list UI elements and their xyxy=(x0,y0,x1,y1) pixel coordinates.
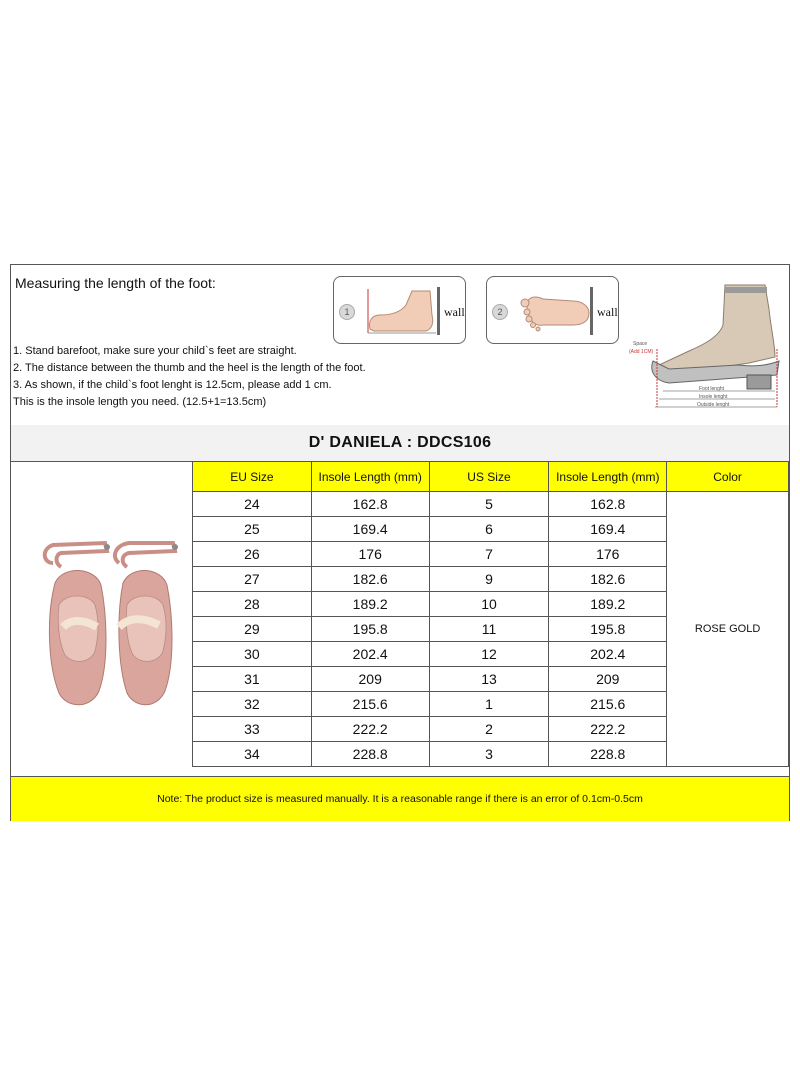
step-text: 3. As shown, if the child`s foot lenght is 12.5cm, please add 1 cm. xyxy=(13,379,332,391)
eu-size-cell: 32 xyxy=(193,692,312,717)
insole-length-cell: 169.4 xyxy=(549,517,667,542)
eu-size-cell: 34 xyxy=(193,742,312,767)
table-row xyxy=(193,492,789,517)
foot-length-label: Foot lenght xyxy=(699,386,725,392)
step-text: 1. Stand barefoot, make sure your child`s feet are straight. xyxy=(13,345,297,357)
insole-length-cell: 222.2 xyxy=(549,717,667,742)
insole-length-cell: 189.2 xyxy=(549,592,667,617)
color-cell: ROSE GOLD xyxy=(667,492,789,767)
insole-length-cell: 209 xyxy=(311,667,429,692)
insole-length-cell: 182.6 xyxy=(549,567,667,592)
insole-length-cell: 228.8 xyxy=(311,742,429,767)
insole-length-cell: 215.6 xyxy=(549,692,667,717)
insole-length-cell: 182.6 xyxy=(311,567,429,592)
product-photo xyxy=(33,523,183,713)
foot-top-icon xyxy=(513,285,593,337)
insole-length-cell: 202.4 xyxy=(549,642,667,667)
wall-line xyxy=(437,287,440,335)
step-text: 2. The distance between the thumb and the heel is the length of the foot. xyxy=(13,362,366,374)
insole-length-cell: 215.6 xyxy=(311,692,429,717)
us-size-cell: 2 xyxy=(429,717,549,742)
us-size-cell: 6 xyxy=(429,517,549,542)
measurement-note: Note: The product size is measured manually. It is a reasonable range if there is an error of 0.1cm-0.5cm xyxy=(11,776,789,821)
eu-size-cell: 26 xyxy=(193,542,312,567)
header-color: Color xyxy=(667,462,789,492)
eu-size-cell: 28 xyxy=(193,592,312,617)
insole-length-cell: 209 xyxy=(549,667,667,692)
insole-length-cell: 176 xyxy=(549,542,667,567)
size-table xyxy=(192,461,789,767)
header-insole-length: Insole Length (mm) xyxy=(311,462,429,492)
header-us-size: US Size xyxy=(429,462,549,492)
us-size-cell: 13 xyxy=(429,667,549,692)
step-text: This is the insole length you need. (12.5+1=13.5cm) xyxy=(13,396,267,408)
wall-label: wall xyxy=(597,305,618,319)
instructions-title: Measuring the length of the foot: xyxy=(15,275,216,291)
shoe-measurement-diagram xyxy=(629,279,787,423)
us-size-cell: 10 xyxy=(429,592,549,617)
insole-length-cell: 189.2 xyxy=(311,592,429,617)
foot-side-icon xyxy=(360,285,440,337)
eu-size-cell: 24 xyxy=(193,492,312,517)
insole-length-cell: 162.8 xyxy=(549,492,667,517)
table-header-row xyxy=(193,462,789,492)
brand-title: D' DANIELA : DDCS106 xyxy=(308,434,492,451)
space-label: Space xyxy=(633,341,648,347)
wall-label: wall xyxy=(444,305,465,319)
insole-length-cell: 169.4 xyxy=(311,517,429,542)
insole-length-label: Insole lenght xyxy=(699,394,728,400)
insole-length-cell: 176 xyxy=(311,542,429,567)
us-size-cell: 3 xyxy=(429,742,549,767)
insole-length-cell: 228.8 xyxy=(549,742,667,767)
insole-length-cell: 202.4 xyxy=(311,642,429,667)
insole-length-cell: 195.8 xyxy=(549,617,667,642)
insole-length-cell: 162.8 xyxy=(311,492,429,517)
us-size-cell: 7 xyxy=(429,542,549,567)
header-eu-size: EU Size xyxy=(193,462,312,492)
us-size-cell: 11 xyxy=(429,617,549,642)
us-size-cell: 5 xyxy=(429,492,549,517)
us-size-cell: 12 xyxy=(429,642,549,667)
step-number-badge: 2 xyxy=(492,304,508,320)
us-size-cell: 1 xyxy=(429,692,549,717)
brand-row xyxy=(11,425,789,462)
eu-size-cell: 33 xyxy=(193,717,312,742)
eu-size-cell: 25 xyxy=(193,517,312,542)
instruction-steps xyxy=(13,343,366,411)
space-note: (Add 1CM) xyxy=(629,349,654,355)
insole-length-cell: 195.8 xyxy=(311,617,429,642)
foot-side-view-panel xyxy=(333,276,466,344)
measuring-instructions xyxy=(11,265,789,426)
eu-size-cell: 31 xyxy=(193,667,312,692)
size-chart-sheet xyxy=(10,264,790,821)
foot-top-view-panel xyxy=(486,276,619,344)
us-size-cell: 9 xyxy=(429,567,549,592)
outside-length-label: Outside lenght xyxy=(697,402,730,408)
eu-size-cell: 29 xyxy=(193,617,312,642)
wall-line xyxy=(590,287,593,335)
step-number-badge: 1 xyxy=(339,304,355,320)
eu-size-cell: 27 xyxy=(193,567,312,592)
eu-size-cell: 30 xyxy=(193,642,312,667)
header-insole-length: Insole Length (mm) xyxy=(549,462,667,492)
insole-length-cell: 222.2 xyxy=(311,717,429,742)
